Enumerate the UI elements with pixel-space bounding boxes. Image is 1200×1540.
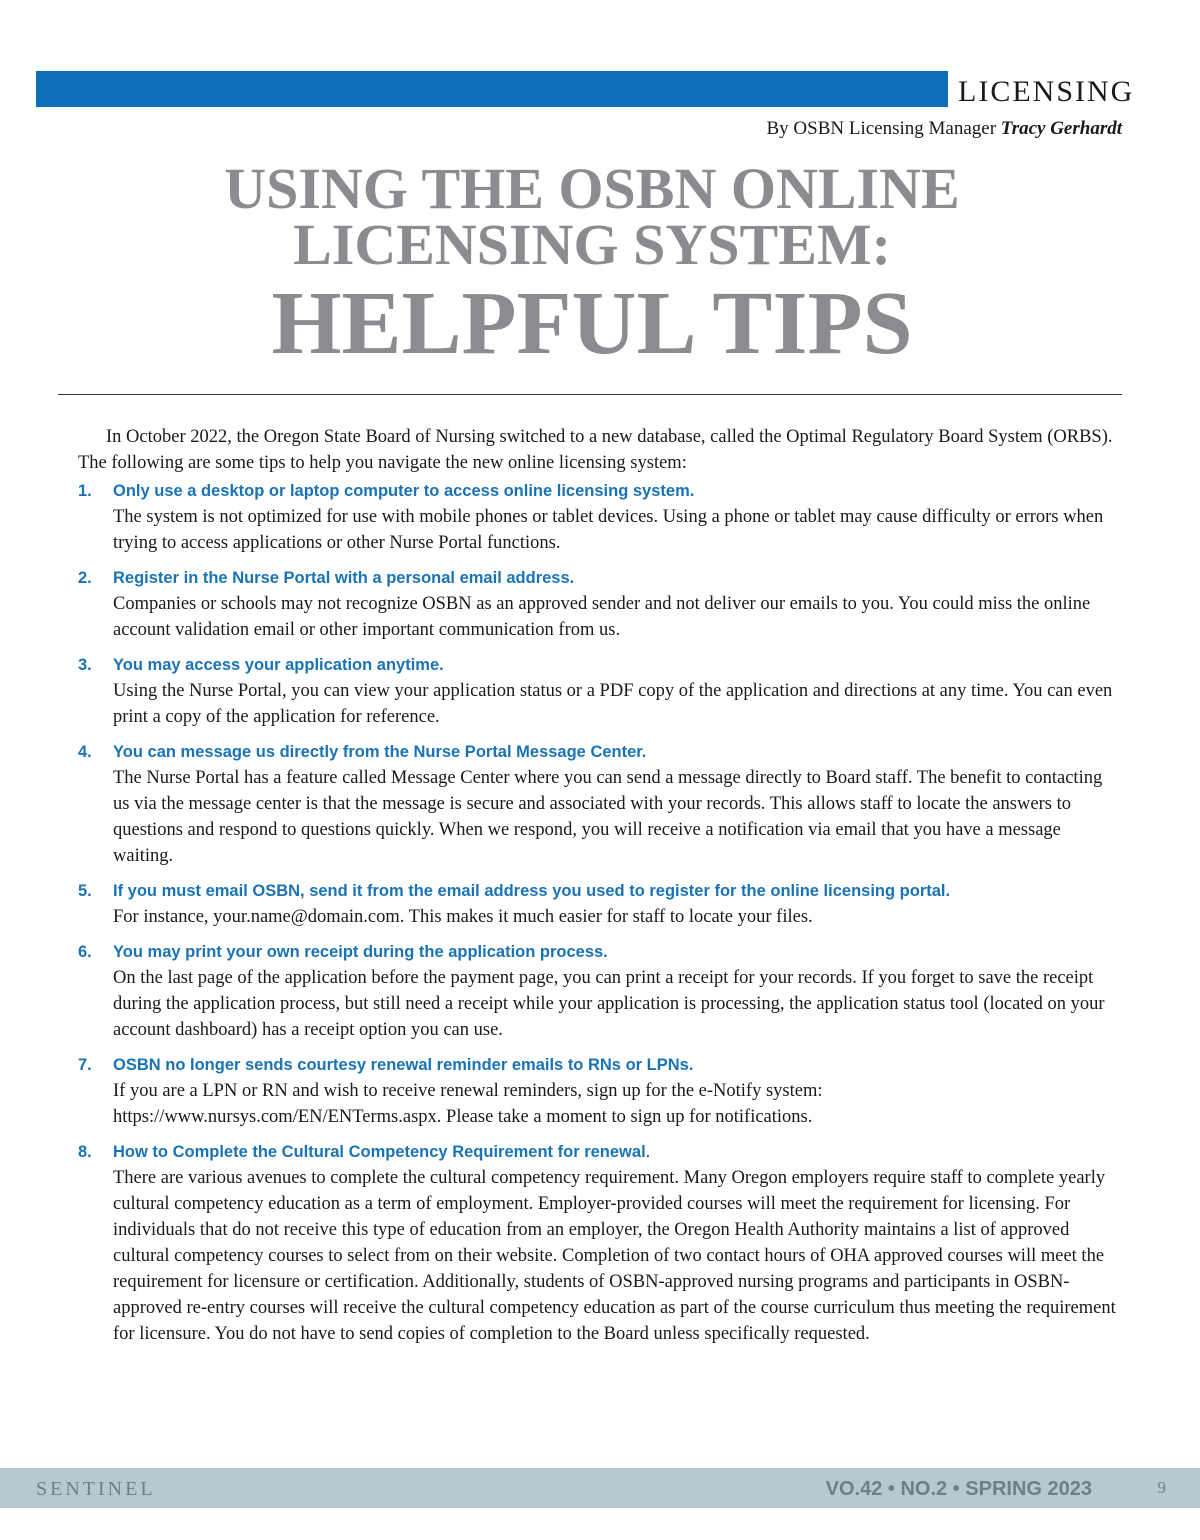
tip-heading: You can message us directly from the Nurse Portal Message Center. [113,743,647,761]
publication-name: SENTINEL [36,1478,156,1500]
tip-heading: OSBN no longer sends courtesy renewal reminder emails to RNs or LPNs. [113,1056,694,1074]
section-label: LICENSING [958,75,1135,108]
tip-item [78,652,1118,730]
tip-heading: You may print your own receipt during the application process. [113,943,608,961]
tip-heading: How to Complete the Cultural Competency Requirement for renewal. [113,1143,651,1161]
tip-body: On the last page of the application before the payment page, you can print a receipt for your records. If you forget to save the receipt during the application process, but still need a receipt while your application is processing, the application status tool (located on your account dashboard) has a receipt option you can use. [113,968,1105,1040]
tip-heading: If you must email OSBN, send it from the email address you used to register for the online licensing portal. [113,882,951,900]
title-line-3: HELPFUL TIPS [271,274,913,373]
tip-item [78,1052,1118,1130]
section-bar [36,71,948,107]
tip-number: 6. [78,943,92,961]
tips-list [78,478,1118,1356]
tip-heading: You may access your application anytime. [113,656,444,674]
tip-body: The system is not optimized for use with mobile phones or tablet devices. Using a phone or tablet may cause difficulty or errors when trying to access applications or other Nurse Portal functions. [113,507,1104,553]
tip-body: If you are a LPN or RN and wish to receive renewal reminders, sign up for the e-Notify system: https://www.nursys.com/EN/ENTerms.aspx. Please take a moment to sign up for notifications. [113,1081,823,1127]
byline-author: Tracy Gerhardt [1000,118,1122,139]
tip-item [78,878,1118,930]
tip-body: For instance, your.name@domain.com. This makes it much easier for staff to locate your files. [113,907,813,927]
tip-number: 4. [78,743,92,761]
page-number: 9 [1157,1478,1166,1497]
tip-item [78,739,1118,869]
tip-number: 2. [78,569,92,587]
tip-body: There are various avenues to complete the cultural competency requirement. Many Oregon employers require staff to complete yearly cultural competency education as a term of employment. Employer-provided courses will meet the requirement for licensing. For individuals that do not receive this type of education from an employer, the Oregon Health Authority maintains a list of approved cultural competency courses to select from on their website. Completion of two contact hours of OHA approved courses will meet the requirement for licensure or certification. Additionally, students of OSBN-approved nursing programs and participants in OSBN-approved re-entry courses will receive the cultural competency education as part of the course curriculum thus meeting the requirement for licensure. You do not have to send copies of completion to the Board unless specifically requested. [113,1168,1116,1344]
intro-paragraph: In October 2022, the Oregon State Board of Nursing switched to a new database, called the Optimal Regulatory Board System (ORBS). The following are some tips to help you navigate the new online licensing system: [78,427,1113,473]
title-line-2: LICENSING SYSTEM: [293,212,891,277]
tip-number: 1. [78,482,92,500]
tip-body: Using the Nurse Portal, you can view your application status or a PDF copy of the application and directions at any time. You can even print a copy of the application for reference. [113,681,1113,727]
tip-number: 7. [78,1056,92,1074]
issue-info: VO.42 • NO.2 • SPRING 2023 [825,1478,1092,1500]
tip-number: 8. [78,1143,92,1161]
byline-prefix: By OSBN Licensing Manager [766,118,997,139]
tip-number: 5. [78,882,92,900]
tip-item [78,939,1118,1043]
title-line-1: USING THE OSBN ONLINE [224,156,960,221]
tip-heading: Register in the Nurse Portal with a personal email address. [113,569,575,587]
tip-item [78,565,1118,643]
tip-heading: Only use a desktop or laptop computer to access online licensing system. [113,482,695,500]
byline [766,118,1122,140]
tip-body: Companies or schools may not recognize OSBN as an approved sender and not deliver our emails to you. You could miss the online account validation email or other important communication from us. [113,594,1091,640]
tip-number: 3. [78,656,92,674]
tip-item [78,478,1118,556]
title-divider [58,394,1122,395]
tip-item [78,1139,1118,1347]
tip-body: The Nurse Portal has a feature called Message Center where you can send a message directly to Board staff. The benefit to contacting us via the message center is that the message is secure and associated with your records. This allows staff to locate the answers to questions and respond to questions quickly. When we respond, you will receive a notification via email that you have a message waiting. [113,768,1103,866]
